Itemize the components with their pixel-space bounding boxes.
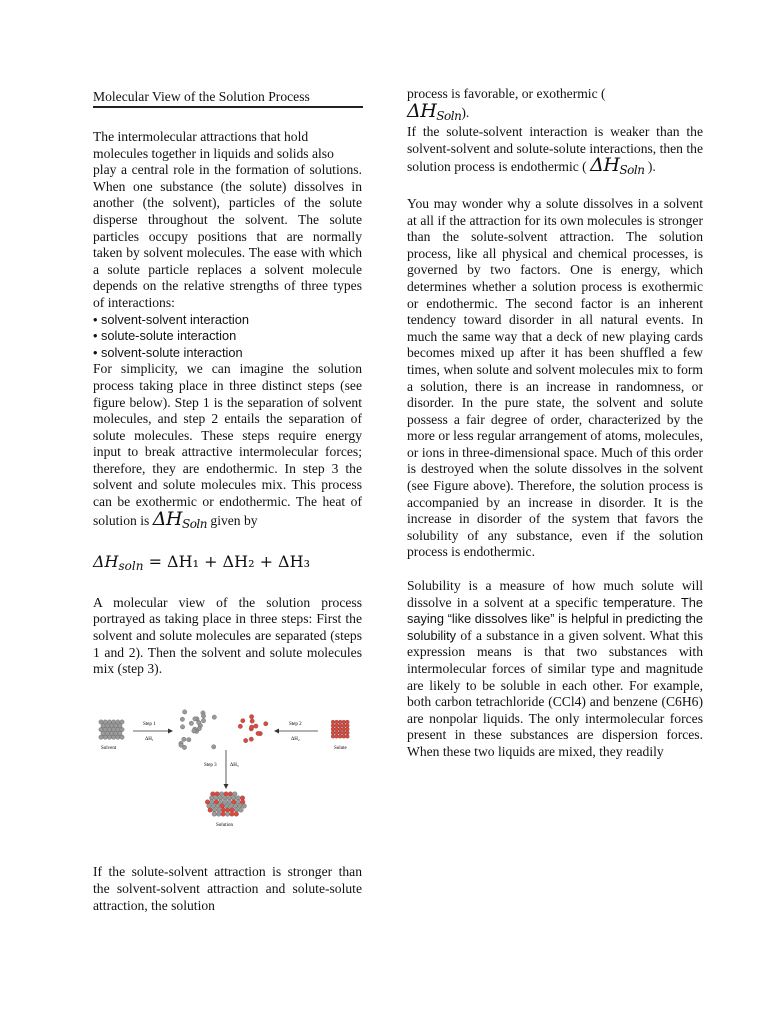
paragraph-solubility: Solubility is a measure of how much solute will dissolve in a solvent at a specific temperature. The saying “like dissolves like” is helpful in predicting the solubility of a substance in a given solvent. What this expression means is that two substances with intermolecular forces of similar type and magnitude are likely to be soluble in each other. For example, both carbon tetrachloride (CCl4) and benzene (C6H6) are nonpolar liquids. The only intermolecular forces present in these substances are dispersion forces. When these two liquids are mixed, they readily	[407, 578, 704, 759]
molecule-particle	[346, 727, 350, 731]
molecule-particle	[331, 734, 335, 738]
molecule-particle	[342, 731, 346, 735]
molecule-particle	[338, 727, 342, 731]
molecule-particle	[197, 720, 201, 724]
molecule-particle	[249, 725, 253, 729]
step3-dh-label: ΔH₃	[230, 762, 239, 768]
molecule-particle	[120, 735, 124, 739]
molecule-particle	[331, 720, 335, 724]
paragraph-endothermic: If the solute-solvent interaction is weaker than the solvent-solvent and solute-solute interactions, then the solution process is endothermic ( $\Delta H_{Soln}$ ).	[407, 124, 703, 178]
molecule-particle	[208, 808, 213, 813]
delta-h-soln-symbol: $\Delta H_{Soln}$	[407, 99, 462, 123]
molecule-particle	[238, 724, 242, 728]
separated-solute	[238, 714, 268, 742]
like-dissolves-like-text: temperature. The saying “like dissolves like” is helpful in predicting the solubility	[407, 594, 704, 643]
molecule-particle	[182, 737, 186, 741]
step2-label: Step 2	[289, 721, 302, 727]
molecule-particle	[221, 812, 226, 817]
molecule-particle	[242, 804, 247, 809]
molecule-particle	[250, 719, 254, 723]
step1-dh-label: ΔH₁	[145, 736, 154, 742]
paragraph-disorder: You may wonder why a solute dissolves in a solvent at all if the attraction for its own molecules is stronger than the solute-solvent attraction. The solution process, like all physical and chemical processes, is governed by two factors. One is energy, which determines whether a solution process is exothermic or endothermic. The second factor is an inherent tendency toward disorder in all natural events. In much the same way that a deck of new playing cards becomes mixed up after it has been shuffled a few times, when solute and solvent molecules mix to form a solution, there is an increase in randomness, or disorder. In the pure state, the solvent and solute possess a fair degree of order, characterized by the more or less regular arrangement of atoms, molecules, or ions in three-dimensional space. Much of this order is destroyed when the solute dissolves in the solvent (see Figure above). Therefore, the solution process is accompanied by an increase in disorder. It is the increase in disorder of the system that favors the solubility of any substance, even if the solution process is endothermic.	[407, 195, 703, 560]
molecule-particle	[103, 735, 107, 739]
molecule-particle	[264, 721, 268, 725]
paragraph-intro-b: play a central role in the formation of solutions. When one substance (the solute) dissolves in another (the solvent), particles of the solute disperse throughout the solvent. The solute particles occupy positions that are normally taken by solvent molecules. The ease with which a solute particle replaces a solvent molecule depends on the relative strengths of three types of interactions:	[93, 162, 362, 310]
paragraph-steps-tail: given by	[210, 512, 258, 528]
molecule-particle	[342, 734, 346, 738]
left-column	[93, 86, 362, 914]
molecule-particle	[331, 731, 335, 735]
molecule-particle	[182, 710, 186, 714]
solution-process-figure	[93, 702, 362, 832]
molecule-particle	[107, 735, 111, 739]
right-column	[407, 86, 703, 761]
step2-dh-label: ΔH₂	[291, 736, 300, 742]
molecule-particle	[116, 735, 120, 739]
molecule-particle	[346, 720, 350, 724]
molecule-particle	[187, 737, 191, 741]
bullet-solvent-solvent: • solvent-solvent interaction	[93, 311, 249, 327]
molecule-particle	[335, 731, 339, 735]
separated-solvent	[179, 710, 217, 750]
molecule-particle	[338, 720, 342, 724]
molecule-particle	[335, 734, 339, 738]
molecule-particle	[225, 812, 230, 817]
molecule-particle	[331, 724, 335, 728]
molecule-particle	[212, 812, 217, 817]
equation-rhs: = ΔH₁ + ΔH₂ + ΔH₃	[148, 552, 310, 572]
paragraph-steps-text: For simplicity, we can imagine the solution process taking place in three distinct steps (see figure below). Step 1 is the separation of solvent molecules, and step 2 entails the separation of solute molecules. These steps require energy input to break attractive intermolecular forces; therefore, they are endothermic. In step 3 the solvent and solute molecules mix. This process can be exothermic or endothermic. The heat of solution is	[93, 361, 362, 528]
molecule-particle	[335, 724, 339, 728]
molecule-particle	[201, 718, 205, 722]
molecule-particle	[249, 714, 253, 718]
heat-of-solution-equation: $\Delta H_{soln} = \Delta H_1 + \Delta H_2 + \Delta H_3$	[93, 552, 310, 574]
molecule-particle	[331, 727, 335, 731]
molecule-particle	[342, 724, 346, 728]
paragraph-intro-a: The intermolecular attractions that hold molecules together in liquids and solids also	[93, 129, 334, 161]
molecule-particle	[241, 718, 245, 722]
molecule-particle	[254, 724, 258, 728]
bullet-solvent-solute: • solvent-solute interaction	[93, 344, 243, 360]
step1-arrowhead	[168, 728, 173, 733]
molecule-particle	[211, 744, 215, 748]
molecule-particle	[243, 738, 247, 742]
paragraph-stronger-attraction: If the solute-solvent attraction is stronger than the solvent-solvent attraction and solute-solute attraction, the solution	[93, 864, 362, 913]
molecule-particle	[180, 717, 184, 721]
molecule-particle	[197, 726, 201, 730]
molecule-particle	[342, 727, 346, 731]
section-title: Molecular View of the Solution Process	[93, 88, 363, 108]
molecule-particle	[338, 724, 342, 728]
molecule-particle	[189, 721, 193, 725]
molecule-particle	[212, 715, 216, 719]
step3-arrowhead	[224, 784, 229, 789]
delta-h-soln-symbol: $\Delta H_{Soln}$	[152, 507, 207, 531]
solution-cluster	[205, 792, 246, 817]
molecule-particle	[192, 729, 196, 733]
molecule-particle	[338, 731, 342, 735]
molecule-particle	[249, 737, 253, 741]
molecule-particle	[346, 724, 350, 728]
paragraph-exothermic: process is favorable, or exothermic ( $\Delta H_{Soln}$).	[407, 86, 606, 123]
molecule-particle	[111, 735, 115, 739]
molecule-particle	[201, 714, 205, 718]
paragraph-steps	[93, 361, 362, 532]
molecule-particle	[230, 812, 235, 817]
molecule-particle	[335, 727, 339, 731]
molecule-particle	[256, 731, 260, 735]
solute-label: Solute	[334, 745, 347, 751]
solvent-label: Solvent	[101, 745, 117, 751]
step1-label: Step 1	[143, 721, 156, 727]
molecule-particle	[234, 812, 239, 817]
solution-label: Solution	[216, 822, 233, 828]
molecule-particle	[193, 716, 197, 720]
molecule-particle	[99, 735, 103, 739]
molecule-particle	[239, 808, 244, 813]
solute-cluster	[331, 720, 349, 738]
step2-arrowhead	[274, 728, 279, 733]
solvent-cluster	[99, 720, 124, 740]
bullet-solute-solute: • solute-solute interaction	[93, 328, 237, 344]
molecule-particle	[180, 724, 184, 728]
molecule-particle	[179, 743, 183, 747]
molecule-particle	[338, 734, 342, 738]
molecule-particle	[346, 734, 350, 738]
molecule-particle	[335, 720, 339, 724]
molecule-particle	[216, 812, 221, 817]
molecule-particle	[346, 731, 350, 735]
paragraph-figure-caption: A molecular view of the solution process portrayed as taking place in three steps: First the solvent and solute molecules are separated (steps 1 and 2). Then the solvent and solute molecules mix (step 3).	[93, 594, 362, 677]
molecule-particle	[342, 720, 346, 724]
delta-h-soln-symbol: $\Delta H_{Soln}$	[590, 154, 645, 178]
step3-label: Step 3	[204, 762, 217, 768]
